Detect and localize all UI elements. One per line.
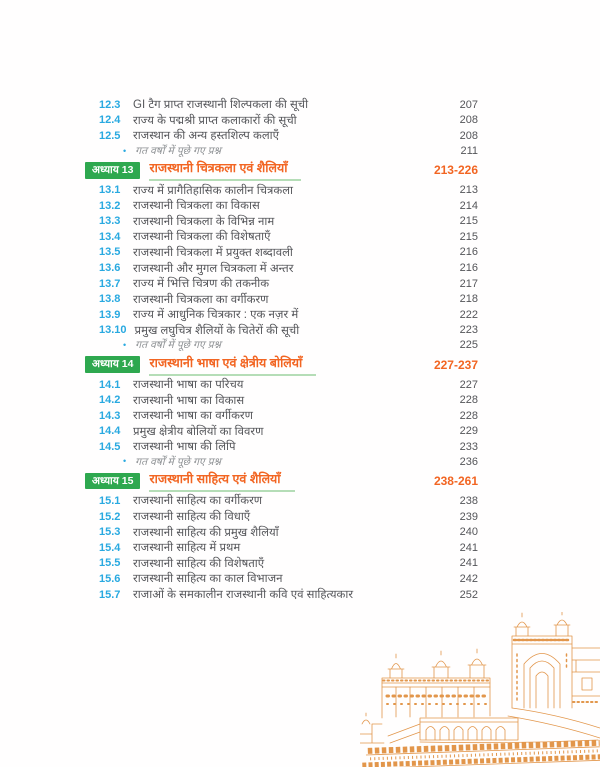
item-page: 242: [459, 572, 478, 585]
item-number: 13.10: [99, 324, 127, 337]
item-page: 227: [459, 378, 478, 391]
item-number: 15.2: [99, 510, 121, 523]
item-number: 13.6: [99, 262, 121, 275]
item-page: 252: [459, 588, 478, 601]
item-number: 14.2: [99, 394, 121, 407]
toc-bullet-item: [85, 455, 478, 470]
amber-fort-illustration: [360, 612, 600, 767]
item-title: राजस्थानी साहित्य की प्रमुख शैलियाँ: [133, 526, 279, 539]
chapter-page-range: 213-226: [433, 163, 478, 178]
item-page: 218: [459, 293, 478, 306]
item-title: राजस्थानी साहित्य की विधाएँ: [133, 511, 251, 524]
toc-item: [85, 556, 478, 572]
item-page: 207: [459, 98, 478, 111]
toc-item: [85, 408, 478, 424]
toc-item: [85, 198, 478, 214]
toc-item: [85, 493, 478, 509]
item-page: 216: [459, 262, 478, 275]
bullet-page: 236: [459, 455, 478, 468]
toc-item: [85, 377, 478, 393]
item-page: 208: [459, 129, 478, 142]
chapter-header: [85, 355, 478, 375]
item-number: 13.5: [99, 246, 121, 259]
toc-item: [85, 307, 478, 323]
item-title: राजस्थानी और मुगल चित्रकला में अन्तर: [133, 262, 294, 275]
item-page: 223: [459, 324, 478, 337]
toc-item: [85, 276, 478, 292]
item-number: 14.1: [99, 378, 121, 391]
item-page: 217: [459, 277, 478, 290]
toc-item: [85, 424, 478, 440]
item-page: 208: [459, 114, 478, 127]
item-number: 13.7: [99, 277, 121, 290]
bullet-icon: •: [123, 145, 127, 156]
item-number: 15.3: [99, 526, 121, 539]
item-number: 15.6: [99, 572, 121, 585]
item-page: 222: [459, 308, 478, 321]
bullet-title: गत वर्षों में पूछे गए प्रश्न: [135, 339, 221, 352]
bullet-icon: •: [123, 339, 127, 350]
toc-item: [85, 323, 478, 339]
item-number: 13.1: [99, 184, 121, 197]
table-of-contents: [85, 97, 478, 602]
item-number: 12.4: [99, 114, 121, 127]
toc-item: [85, 509, 478, 525]
item-number: 13.9: [99, 308, 121, 321]
toc-item: [85, 128, 478, 144]
item-title: राजस्थानी चित्रकला में प्रयुक्त शब्दावली: [133, 246, 293, 259]
item-number: 14.4: [99, 425, 121, 438]
item-number: 13.3: [99, 215, 121, 228]
item-page: 215: [459, 230, 478, 243]
item-page: 241: [459, 541, 478, 554]
item-page: 233: [459, 440, 478, 453]
item-page: 216: [459, 246, 478, 259]
chapter-page-range: 227-237: [433, 357, 478, 372]
item-page: 228: [459, 394, 478, 407]
item-title: राजस्थानी चित्रकला की विशेषताएँ: [133, 231, 271, 244]
item-page: 240: [459, 526, 478, 539]
chapter-title: राजस्थानी चित्रकला एवं शैलियाँ: [149, 159, 301, 181]
item-title: राज्य में आधुनिक चित्रकार : एक नज़र में: [133, 309, 299, 322]
item-number: 14.5: [99, 440, 121, 453]
item-title: राज्य के पद्मश्री प्राप्त कलाकारों की सूची: [133, 114, 297, 127]
item-page: 228: [459, 409, 478, 422]
item-number: 15.5: [99, 557, 121, 570]
item-title: राज्य में प्रागैतिहासिक कालीन चित्रकला: [133, 184, 293, 197]
chapter-badge: अध्याय 14: [85, 356, 140, 373]
item-title: प्रमुख क्षेत्रीय बोलियों का विवरण: [133, 425, 264, 438]
item-page: 213: [459, 184, 478, 197]
toc-bullet-item: [85, 144, 478, 159]
chapter-header: [85, 471, 478, 491]
chapter-badge: अध्याय 15: [85, 473, 140, 490]
toc-item: [85, 291, 478, 307]
item-title: प्रमुख लघुचित्र शैलियों के चितेरों की सूची: [134, 324, 300, 337]
item-title: राज्य में भित्ति चित्रण की तकनीक: [133, 278, 270, 291]
toc-item: [85, 229, 478, 245]
item-title: राजस्थानी साहित्य का वर्गीकरण: [133, 495, 263, 508]
item-number: 13.4: [99, 230, 121, 243]
toc-item: [85, 587, 478, 603]
item-title: राजस्थानी भाषा की लिपि: [133, 441, 236, 454]
chapter-title: राजस्थानी साहित्य एवं शैलियाँ: [149, 470, 294, 492]
bullet-title: गत वर्षों में पूछे गए प्रश्न: [135, 145, 221, 158]
item-title: GI टैग प्राप्त राजस्थानी शिल्पकला की सूची: [133, 99, 309, 112]
bullet-page: 211: [460, 145, 478, 158]
item-number: 12.3: [99, 98, 121, 111]
toc-item: [85, 113, 478, 129]
toc-item: [85, 245, 478, 261]
item-number: 14.3: [99, 409, 121, 422]
bullet-title: गत वर्षों में पूछे गए प्रश्न: [135, 455, 221, 468]
bullet-page: 225: [459, 339, 478, 352]
toc-bullet-item: [85, 338, 478, 353]
item-page: 241: [459, 557, 478, 570]
item-page: 215: [459, 215, 478, 228]
bullet-icon: •: [123, 456, 127, 467]
item-title: राजस्थानी भाषा का परिचय: [133, 379, 244, 392]
toc-item: [85, 392, 478, 408]
item-page: 239: [459, 510, 478, 523]
item-page: 229: [459, 425, 478, 438]
item-number: 15.4: [99, 541, 121, 554]
toc-item: [85, 97, 478, 113]
item-number: 12.5: [99, 129, 121, 142]
toc-item: [85, 524, 478, 540]
item-number: 13.2: [99, 199, 121, 212]
item-title: राजस्थानी भाषा का विकास: [133, 394, 245, 407]
chapter-badge: अध्याय 13: [85, 162, 140, 179]
item-title: राजस्थानी साहित्य की विशेषताएँ: [133, 557, 265, 570]
item-number: 15.1: [99, 494, 121, 507]
toc-item: [85, 571, 478, 587]
item-title: राजस्थानी साहित्य में प्रथम: [133, 542, 241, 555]
chapter-header: [85, 160, 478, 180]
item-number: 15.7: [99, 588, 121, 601]
chapter-page-range: 238-261: [433, 474, 478, 489]
item-title: राजस्थान की अन्य हस्तशिल्प कलाएँ: [133, 130, 279, 143]
toc-item: [85, 213, 478, 229]
item-title: राजस्थानी चित्रकला का विकास: [133, 200, 260, 213]
item-title: राजस्थानी साहित्य का काल विभाजन: [133, 573, 283, 586]
item-title: राजस्थानी चित्रकला के विभिन्न नाम: [133, 215, 275, 228]
item-page: 238: [459, 494, 478, 507]
item-title: राजस्थानी भाषा का वर्गीकरण: [133, 410, 253, 423]
item-page: 214: [459, 199, 478, 212]
toc-item: [85, 182, 478, 198]
toc-item: [85, 439, 478, 455]
toc-item: [85, 260, 478, 276]
chapter-title: राजस्थानी भाषा एवं क्षेत्रीय बोलियाँ: [149, 354, 316, 376]
item-title: राजाओं के समकालीन राजस्थानी कवि एवं साहित्यकार: [133, 589, 354, 602]
item-title: राजस्थानी चित्रकला का वर्गीकरण: [133, 293, 269, 306]
toc-item: [85, 540, 478, 556]
item-number: 13.8: [99, 293, 121, 306]
